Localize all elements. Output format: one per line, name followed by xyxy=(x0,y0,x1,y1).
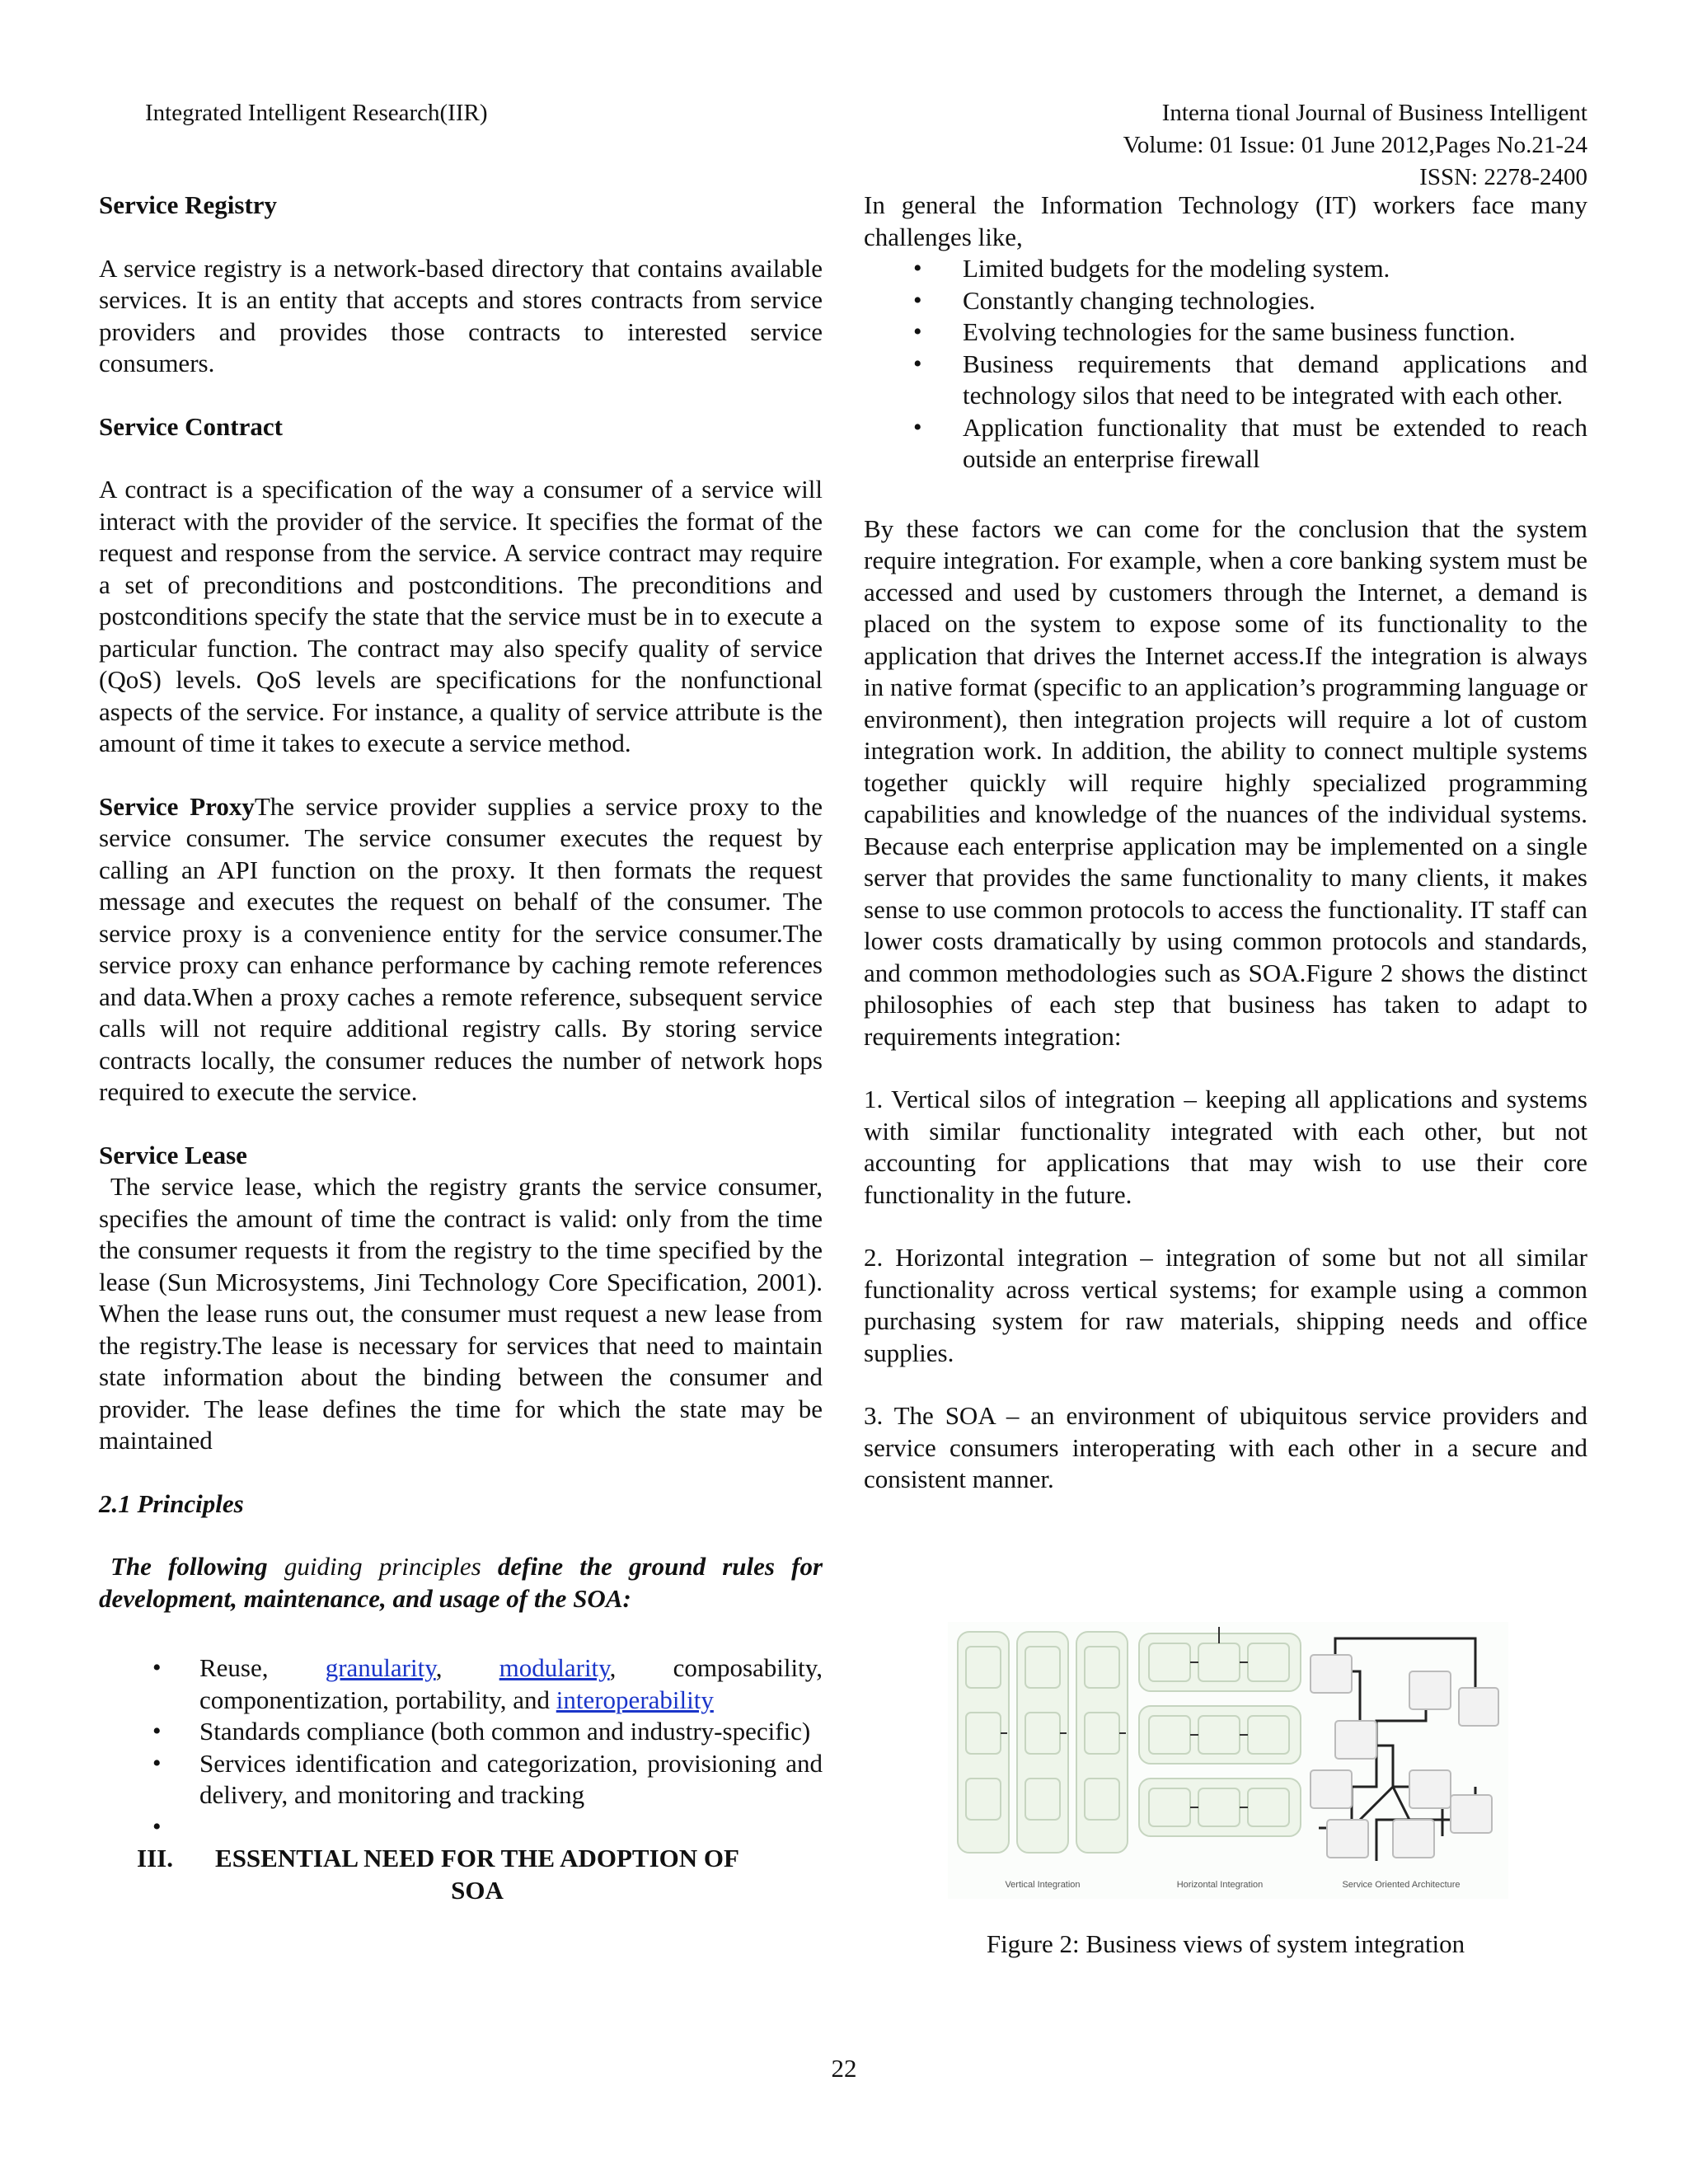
volume-issue: Volume: 01 Issue: 01 June 2012,Pages No.21-24 xyxy=(1123,132,1587,158)
list-item: • Constantly changing technologies. xyxy=(864,285,1587,317)
list-item: • Evolving technologies for the same business function. xyxy=(864,316,1587,349)
challenges-intro: In general the Information Technology (IT) workers face many challenges like, xyxy=(864,190,1587,251)
principles-list xyxy=(99,1652,823,1843)
journal-name: Interna tional Journal of Business Intelligent xyxy=(1161,100,1587,126)
page-number: 22 xyxy=(831,2054,857,2083)
list-item: • Business requirements that demand applications and technology silos that need to be integrated with each other. xyxy=(864,349,1587,412)
interoperability-link[interactable]: interoperability xyxy=(556,1685,714,1714)
service-lease-paragraph: The service lease, which the registry grants the service consumer, specifies the amount of time the contract is valid: only from the time the consumer requests it from the registry to the time specified by the lease (Sun Microsystems, Jini Technology Core Specification, 2001). When the lease runs out, the consumer must request a new lease from the registry.The lease is necessary for services that need to maintain state information about the binding between the consumer and provider. The lease defines the time for which the state may be maintained xyxy=(99,1172,823,1455)
integration-paragraph: By these factors we can come for the conclusion that the system require integration. For example, when a core banking system must be accessed and used by customers through the Internet, a demand is placed on the system to expose some of its functionality to the application that drives the Internet access.If the integration is always in native format (specific to an application’s programming language or environment), then integration projects will require a lot of custom integration work. In addition, the ability to connect multiple systems together quickly will require highly specialized programming capabilities and knowledge of the nuances of the individual systems. Because each enterprise application may be implemented on a single server that provides the same functionality to many clients, it makes sense to use common protocols to access the functionality. IT staff can lower costs dramatically by using common protocols and standards, and common methodologies such as SOA.Figure 2 shows the distinct philosophies of each step that business has taken to adapt to requirements integration: xyxy=(864,513,1587,1051)
list-item: • Application functionality that must be extended to reach outside an enterprise firewall xyxy=(864,412,1587,476)
list-item: • Standards compliance (both common and industry-specific) xyxy=(99,1716,823,1748)
section-title-line-2: SOA xyxy=(451,1875,504,1905)
list-item xyxy=(99,1811,823,1844)
section-heading xyxy=(99,1843,823,1906)
running-header-left: Integrated Intelligent Research(IIR) xyxy=(145,100,488,126)
section-number: III. xyxy=(137,1844,173,1872)
principles-heading: 2.1 Principles xyxy=(99,1488,244,1518)
service-proxy-text: The service provider supplies a service proxy to the service consumer. The service consumer executes the request by calling an API function on the proxy. It then formats the request message and executes the request on behalf of the consumer. The service proxy is a convenience entity for the service consumer.The service proxy can enhance performance by caching remote references and data.When a proxy caches a remote reference, subsequent service calls will not require additional registry calls. By storing service contracts locally, the consumer reduces the number of network hops required to execute the service. xyxy=(99,791,823,1106)
modularity-link[interactable]: modularity xyxy=(499,1653,610,1682)
issn: ISSN: 2278-2400 xyxy=(1419,164,1587,190)
figure-system-integration xyxy=(948,1622,1508,1899)
running-header-right xyxy=(1123,97,1587,194)
service-contract-heading: Service Contract xyxy=(99,411,283,441)
left-column xyxy=(99,190,823,1906)
vertical-silos-item: 1. Vertical silos of integration – keeping all applications and systems with similar functionality integrated with each other, but not accounting for applications that may wish to use their core functionality in the future. xyxy=(864,1085,1587,1209)
integration-diagram xyxy=(948,1622,1508,1899)
soa-label: Service Oriented Architecture xyxy=(1342,1880,1461,1890)
granularity-link[interactable]: granularity xyxy=(325,1653,436,1682)
list-item: • Limited budgets for the modeling system. xyxy=(864,253,1587,285)
soa-item: 3. The SOA – an environment of ubiquitous service providers and service consumers interoperating with each other in a secure and consistent manner. xyxy=(864,1401,1587,1493)
section-title-line-1: ESSENTIAL NEED FOR THE ADOPTION OF xyxy=(215,1844,739,1872)
service-registry-paragraph: A service registry is a network-based directory that contains available services. It is an entity that accepts and stores contracts from service providers and provides those contracts to interested service consumers. xyxy=(99,253,823,377)
figure-caption: Figure 2: Business views of system integration xyxy=(986,1929,1465,1958)
horizontal-integration-item: 2. Horizontal integration – integration of some but not all similar functionality across vertical systems; for example using a common purchasing system for raw materials, shipping needs and office supplies. xyxy=(864,1243,1587,1367)
right-column xyxy=(864,190,1587,1496)
horizontal-integration-label: Horizontal Integration xyxy=(1176,1880,1264,1890)
horizontal-integration-graphic xyxy=(1139,1633,1301,1836)
service-contract-paragraph: A contract is a specification of the way a consumer of a service will interact with the provider of the service. It specifies the format of the request and response from the service. A service contract may require a set of preconditions and postconditions. The preconditions and postconditions specify the state that the service must be in to execute a particular function. The contract may also specify quality of service (QoS) levels. QoS levels are specifications for the nonfunctional aspects of the service. For instance, a quality of service attribute is the amount of time it takes to execute a service method. xyxy=(99,475,823,757)
service-proxy-heading: Service Proxy xyxy=(99,791,255,821)
service-proxy-paragraph xyxy=(99,791,823,1108)
vertical-integration-graphic xyxy=(958,1632,1128,1853)
list-item: • Services identification and categorization, provisioning and delivery, and monitoring and tracking xyxy=(99,1748,823,1811)
principles-intro: The following guiding principles define the ground rules for development, maintenance, and usage of the SOA: xyxy=(99,1552,823,1613)
service-lease-heading: Service Lease xyxy=(99,1140,247,1169)
service-registry-heading: Service Registry xyxy=(99,190,278,219)
list-item: • Reuse, granularity, modularity, composability, componentization, portability, and interoperability xyxy=(99,1652,823,1716)
challenges-list xyxy=(864,253,1587,476)
vertical-integration-label: Vertical Integration xyxy=(1005,1880,1081,1890)
